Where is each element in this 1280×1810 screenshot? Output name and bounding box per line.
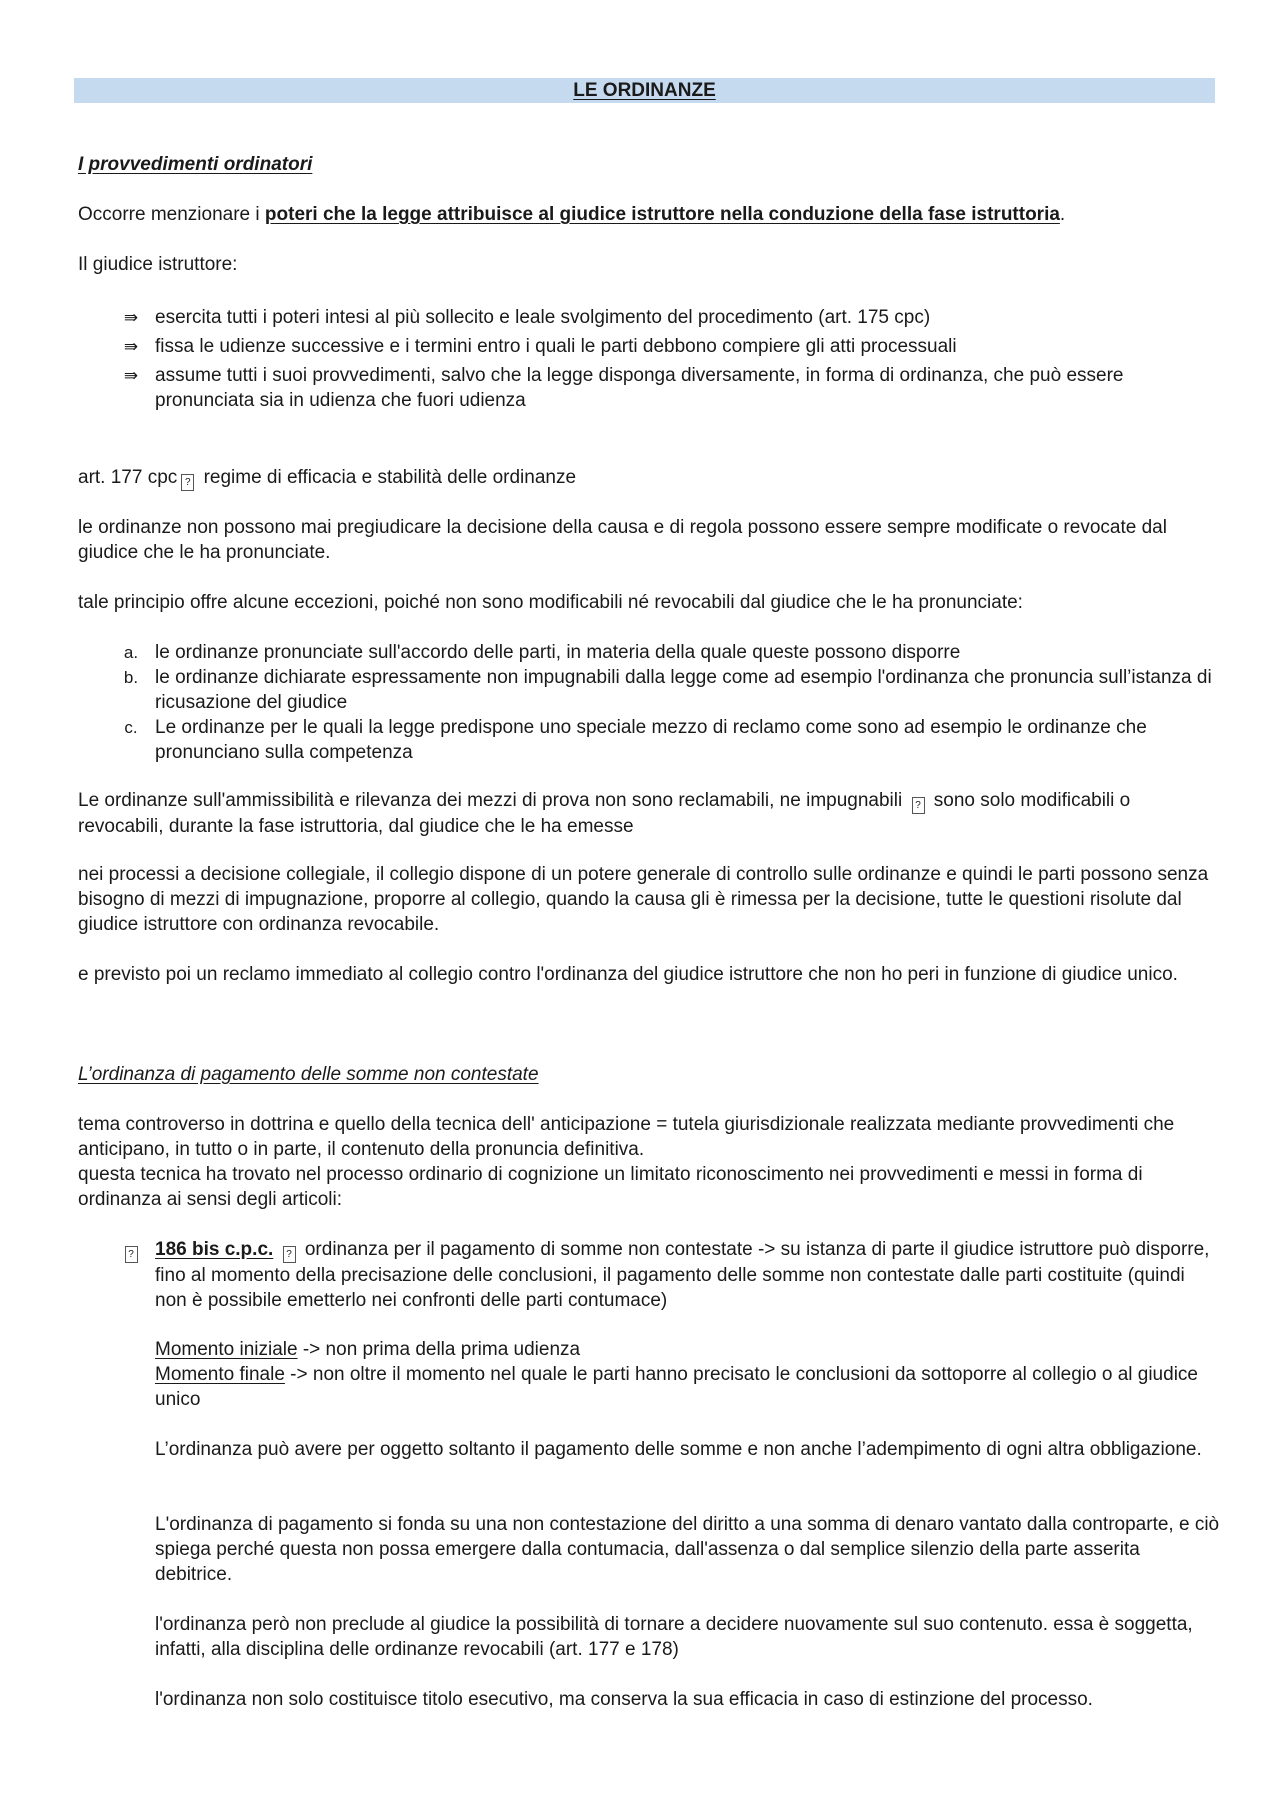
list-letter: a. [123,643,139,662]
momento-iniziale-label: Momento iniziale [155,1339,298,1360]
lettered-item: Le ordinanze per le quali la legge predispone uno speciale mezzo di reclamo come sono ad esempio le ordinanze che pronunciano sulla competenza [155,717,1147,763]
para-tema: tema controverso in dottrina e quello della tecnica dell' anticipazione = tutela giurisdizionale realizzata mediante provvedimenti che anticipano, in tutto o in parte, il contenuto della pronuncia definitiva. [78,1114,1175,1160]
art177-pre: art. 177 cpc [78,467,178,488]
lettered-item: le ordinanze pronunciate sull'accordo delle parti, in materia della quale queste possono disporre [155,642,961,663]
para-tecnica: questa tecnica ha trovato nel processo ordinario di cognizione un limitato riconoscimento nei provvedimenti e messi in forma di ordinanza ai sensi degli articoli: [78,1164,1143,1210]
art186-item [155,1237,1220,1313]
bullet-item: fissa le udienze successive e i termini entro i quali le parti debbono compiere gli atti processuali [155,336,957,357]
bullet-item: esercita tutti i poteri intesi al più sollecito e leale svolgimento del procedimento (art. 175 cpc) [155,307,931,328]
para-preclude: l'ordinanza però non preclude al giudice la possibilità di tornare a decidere nuovamente sul suo contenuto. essa è soggetta, infatti, alla disciplina delle ordinanze revocabili (art. 177 e 178) [155,1614,1193,1660]
missing-glyph-icon: ? [283,1246,296,1263]
intro-post: . [1059,204,1066,225]
lettered-item: le ordinanze dichiarate espressamente non impugnabili dalla legge come ad esempio l'ordinanza che pronuncia sull’istanza di ricusazione del giudice [155,667,1212,713]
section-heading-pagamento: L’ordinanza di pagamento delle somme non contestate [78,1064,539,1085]
judge-label: Il giudice istruttore: [78,254,238,275]
momento-iniziale [155,1337,1220,1362]
para-collegiale: nei processi a decisione collegiale, il collegio dispone di un potere generale di controllo sulle ordinanze e quindi le parti possono senza bisogno di mezzi di impugnazione, proporre al collegio, quando la causa gli è rimessa per la decisione, tutte le questioni risolute dal giudice istruttore con ordinanza revocabile. [78,864,1209,935]
momento-finale-text: -> non oltre il momento nel quale le parti hanno precisato le conclusioni da sottoporre al collegio o al giudice unico [155,1364,1198,1410]
title-bar [74,78,1215,103]
page-title: LE ORDINANZE [573,80,716,101]
intro-pre: Occorre menzionare i [78,204,265,225]
arrow-icon: ⇛ [123,366,139,385]
para-titolo: l'ordinanza non solo costituisce titolo esecutivo, ma conserva la sua efficacia in caso di estinzione del processo. [155,1689,1093,1710]
para-oggetto: L’ordinanza può avere per oggetto soltanto il pagamento delle somme e non anche l’adempimento di ogni altra obbligazione. [155,1439,1202,1460]
list-letter: c. [124,718,138,737]
para-exception: tale principio offre alcune eccezioni, poiché non sono modificabili né revocabili dal giudice che le ha pronunciate: [78,592,1023,613]
art177-post: regime di efficacia e stabilità delle ordinanze [203,467,577,488]
arrow-icon: ⇛ [123,337,139,356]
missing-glyph-icon: ? [912,797,925,814]
momento-iniziale-text: -> non prima della prima udienza [297,1339,581,1360]
para-fonda: L'ordinanza di pagamento si fonda su una non contestazione del diritto a una somma di denaro vantato dalla controparte, e ciò spiega perché questa non possa emergere dalla contumacia, dall'assenza o dal semplice silenzio della parte asserita debitrice. [155,1514,1220,1585]
list-letter: b. [123,668,139,687]
section-heading-provvedimenti: I provvedimenti ordinatori [78,154,313,175]
para-ammissibilita [78,788,1218,839]
bullet-box-icon: ? [118,1237,144,1263]
bullet-item: assume tutti i suoi provvedimenti, salvo che la legge disponga diversamente, in forma di ordinanza, che può essere pronunciata sia in udienza che fuori udienza [155,365,1124,411]
ammissibilita-pre: Le ordinanze sull'ammissibilità e rilevanza dei mezzi di prova non sono reclamabili, ne impugnabili [78,790,903,811]
intro-bold: poteri che la legge attribuisce al giudice istruttore nella conduzione della fase istruttoria [264,204,1060,225]
ammissibilita-post: sono solo modificabili o revocabili, durante la fase istruttoria, dal giudice che le ha emesse [78,790,1131,837]
missing-glyph-icon: ? [181,474,194,491]
para-revoke: le ordinanze non possono mai pregiudicare la decisione della causa e di regola possono essere sempre modificate o revocate dal giudice che le ha pronunciate. [78,517,1167,563]
art177-line [78,465,1218,491]
para-reclamo: e previsto poi un reclamo immediato al collegio contro l'ordinanza del giudice istruttore che non ho peri in funzione di giudice unico. [78,964,1178,985]
momento-finale-label: Momento finale [155,1364,285,1385]
art186-label: 186 bis c.p.c. [155,1239,274,1260]
intro-paragraph [78,202,1218,227]
arrow-icon: ⇛ [123,308,139,327]
momento-finale [155,1362,1220,1412]
art186-text: ordinanza per il pagamento di somme non contestate -> su istanza di parte il giudice istruttore può disporre, fino al momento della precisazione delle conclusioni, il pagamento delle somme non contestate dalle parti costituite (quindi non è possibile emetterlo nei confronti delle parti contumace) [155,1239,1210,1311]
